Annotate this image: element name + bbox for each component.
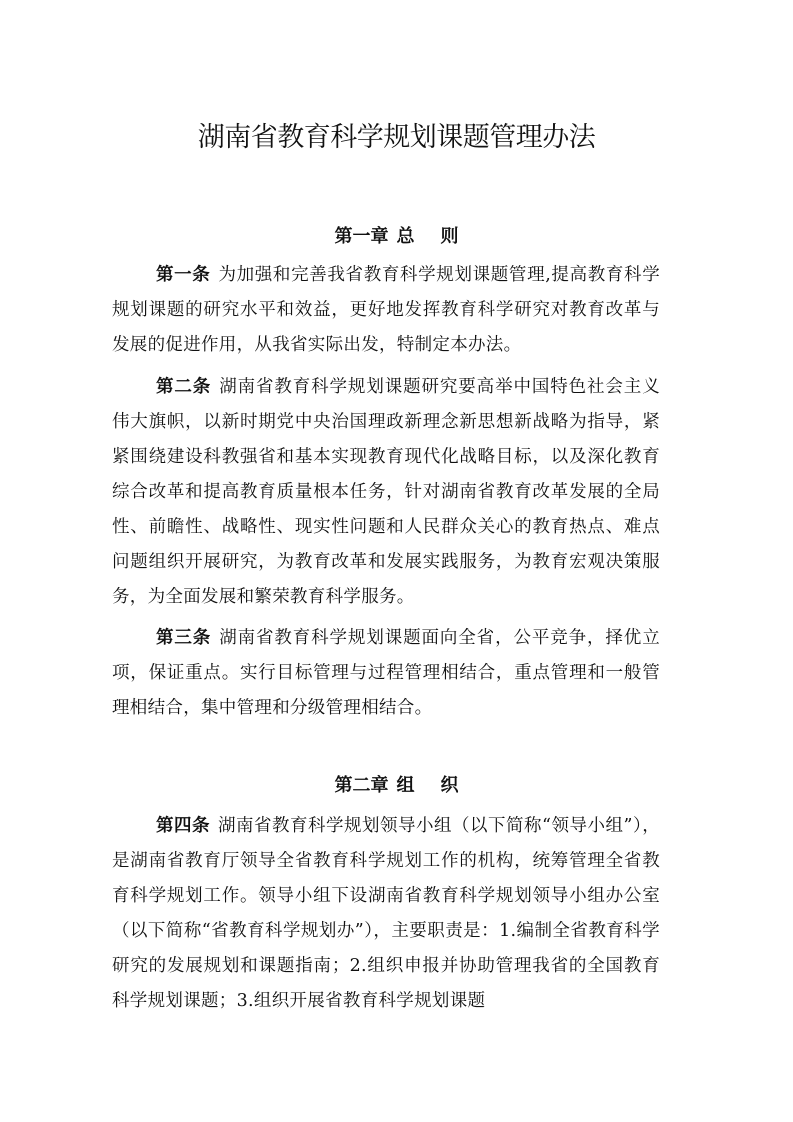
article-text: 湖南省教育科学规划领导小组（以下简称“领导小组”），是湖南省教育厅领导全省教育科学规划工作的机构，统筹管理全省教育科学规划工作。领导小组下设湖南省教育科学规划领导小组办公室（以下简称“省教育科学规划办”），主要职责是：1.编制全省教育科学研究的发展规划和课题指南；2.组织申报并协助管理我省的全国教育科学规划课题；3.组织开展省教育科学规划课题 [112,816,660,1011]
document-title: 湖南省教育科学规划课题管理办法 [197,122,596,153]
article-label: 第四条 [156,816,211,836]
article-4 [112,809,660,1019]
chapter-name-part: 织 [440,775,459,796]
chapter-name-part: 组 [396,775,415,796]
article-2 [112,370,660,615]
chapter-name-part: 则 [440,226,459,247]
article-3 [112,621,660,726]
article-label: 第三条 [156,628,212,648]
chapter-name-part: 总 [396,226,415,247]
article-label: 第二条 [156,377,212,397]
article-label: 第一条 [156,265,211,285]
article-text: 湖南省教育科学规划课题研究要高举中国特色社会主义伟大旗帜，以新时期党中央治国理政新理念新思想新战略为指导，紧紧围绕建设科教强省和基本实现教育现代化战略目标，以及深化教育综合改革和提高教育质量根本任务，针对湖南省教育改革发展的全局性、前瞻性、战略性、现实性问题和人民群众关心的教育热点、难点问题组织开展研究，为教育改革和发展实践服务，为教育宏观决策服务，为全面发展和繁荣教育科学服务。 [112,377,661,607]
chapter-number: 第二章 [334,775,389,796]
chapter-heading-2 [0,771,793,801]
article-text: 湖南省教育科学规划课题面向全省，公平竞争，择优立项，保证重点。实行目标管理与过程管理相结合，重点管理和一般管理相结合，集中管理和分级管理相结合。 [112,628,661,718]
chapter-heading-1 [0,222,793,252]
article-1 [112,258,660,363]
article-text: 为加强和完善我省教育科学规划课题管理,提高教育科学规划课题的研究水平和效益，更好地发挥教育科学研究对教育改革与发展的促进作用，从我省实际出发，特制定本办法。 [112,265,661,355]
chapter-number: 第一章 [334,226,389,247]
